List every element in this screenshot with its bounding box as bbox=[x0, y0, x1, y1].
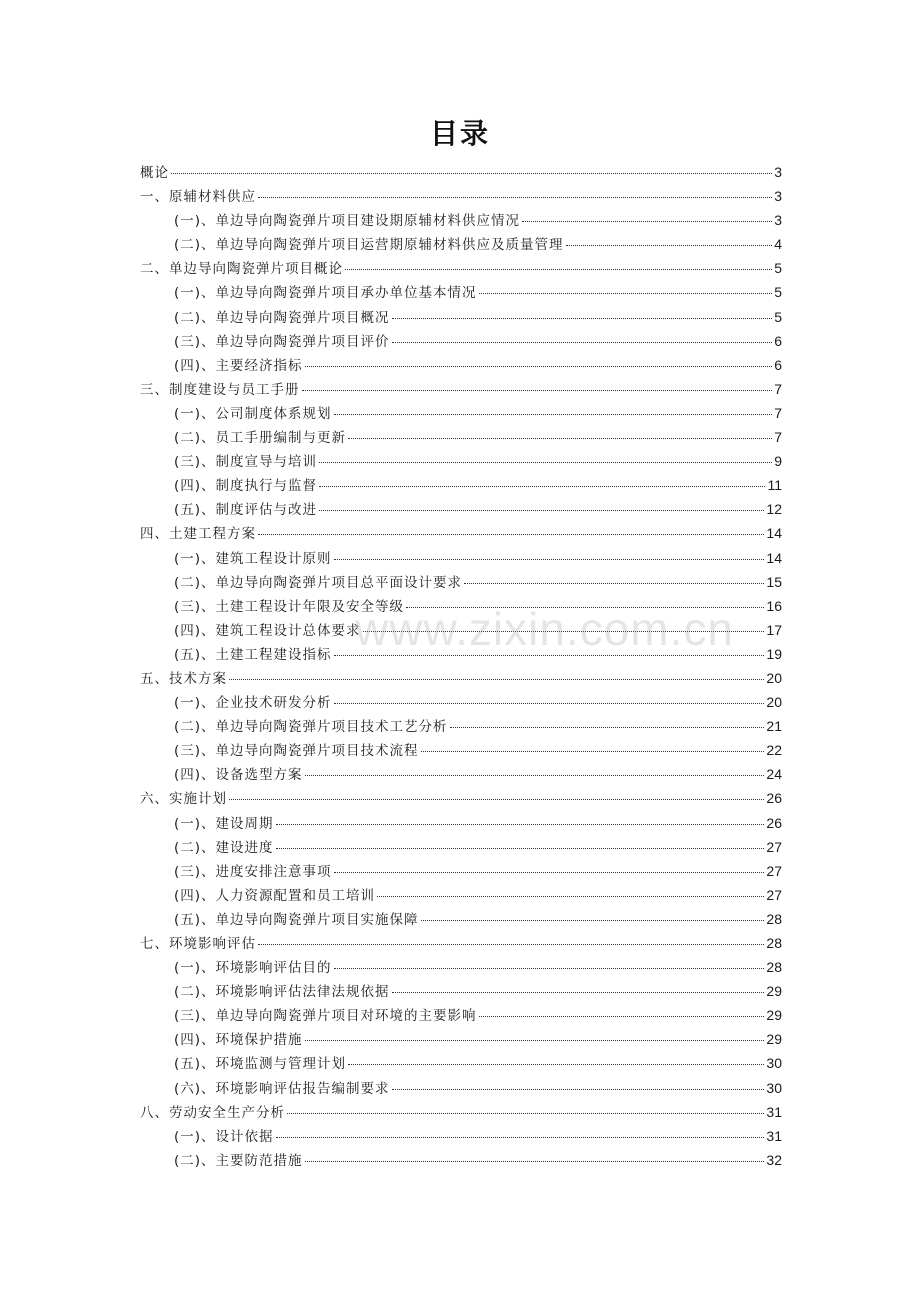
toc-chapter-entry[interactable] bbox=[140, 666, 782, 690]
toc-section-entry[interactable] bbox=[140, 883, 782, 907]
dot-leader bbox=[392, 991, 765, 993]
toc-entry-label: (四)、制度执行与监督 bbox=[174, 478, 318, 495]
toc-chapter-entry[interactable] bbox=[140, 160, 782, 184]
dot-leader bbox=[334, 558, 765, 560]
toc-list bbox=[140, 160, 782, 1172]
toc-section-entry[interactable] bbox=[140, 594, 782, 618]
dot-leader bbox=[319, 461, 772, 463]
toc-entry-label: 一、原辅材料供应 bbox=[140, 189, 256, 206]
toc-page-number: 29 bbox=[766, 983, 782, 1000]
toc-entry-label: (二)、单边导向陶瓷弹片项目总平面设计要求 bbox=[174, 574, 463, 591]
toc-entry-label: 四、土建工程方案 bbox=[140, 526, 256, 543]
toc-entry-label: (一)、单边导向陶瓷弹片项目建设期原辅材料供应情况 bbox=[174, 213, 521, 230]
toc-section-entry[interactable] bbox=[140, 738, 782, 762]
toc-section-entry[interactable] bbox=[140, 979, 782, 1003]
dot-leader bbox=[450, 726, 765, 728]
toc-entry-label: (一)、单边导向陶瓷弹片项目承办单位基本情况 bbox=[174, 285, 477, 302]
dot-leader bbox=[287, 1112, 764, 1114]
toc-page-number: 31 bbox=[766, 1127, 782, 1144]
toc-chapter-entry[interactable] bbox=[140, 184, 782, 208]
toc-entry-label: (二)、建设进度 bbox=[174, 839, 274, 856]
dot-leader bbox=[345, 268, 772, 270]
toc-page-number: 29 bbox=[766, 1031, 782, 1048]
toc-page-number: 5 bbox=[774, 260, 782, 277]
toc-entry-label: (四)、设备选型方案 bbox=[174, 767, 303, 784]
toc-chapter-entry[interactable] bbox=[140, 521, 782, 545]
dot-leader bbox=[566, 244, 773, 246]
toc-page-number: 16 bbox=[766, 597, 782, 614]
toc-section-entry[interactable] bbox=[140, 497, 782, 521]
toc-page-number: 20 bbox=[766, 669, 782, 686]
dot-leader bbox=[392, 1088, 765, 1090]
toc-page-number: 27 bbox=[766, 838, 782, 855]
dot-leader bbox=[348, 437, 772, 439]
dot-leader bbox=[334, 967, 765, 969]
toc-entry-label: (一)、设计依据 bbox=[174, 1128, 274, 1145]
toc-section-entry[interactable] bbox=[140, 208, 782, 232]
watermark: www.zixin.com.cn bbox=[355, 603, 734, 655]
toc-section-entry[interactable] bbox=[140, 1003, 782, 1027]
dot-leader bbox=[522, 220, 772, 222]
toc-section-entry[interactable] bbox=[140, 401, 782, 425]
toc-page-number: 7 bbox=[774, 429, 782, 446]
toc-section-entry[interactable] bbox=[140, 811, 782, 835]
toc-page-number: 26 bbox=[766, 814, 782, 831]
toc-entry-label: 七、环境影响评估 bbox=[140, 936, 256, 952]
toc-entry-label: (三)、制度宣导与培训 bbox=[174, 454, 318, 471]
toc-section-entry[interactable] bbox=[140, 353, 782, 377]
toc-entry-label: 二、单边导向陶瓷弹片项目概论 bbox=[140, 261, 343, 278]
toc-section-entry[interactable] bbox=[140, 1148, 782, 1172]
toc-section-entry[interactable] bbox=[140, 329, 782, 353]
dot-leader bbox=[305, 1039, 765, 1041]
dot-leader bbox=[479, 292, 773, 294]
toc-section-entry[interactable] bbox=[140, 762, 782, 786]
toc-section-entry[interactable] bbox=[140, 546, 782, 570]
toc-entry-label: (二)、单边导向陶瓷弹片项目概况 bbox=[174, 309, 390, 326]
dot-leader bbox=[348, 1063, 764, 1065]
toc-entry-label: (一)、公司制度体系规划 bbox=[174, 405, 332, 422]
toc-section-entry[interactable] bbox=[140, 907, 782, 931]
toc-entry-label: (三)、土建工程设计年限及安全等级 bbox=[174, 598, 405, 615]
toc-page-number: 24 bbox=[766, 766, 782, 783]
toc-entry-label: (四)、人力资源配置和员工培训 bbox=[174, 887, 376, 904]
dot-leader bbox=[479, 1015, 765, 1017]
dot-leader bbox=[229, 798, 764, 800]
toc-page-number: 29 bbox=[766, 1007, 782, 1024]
toc-entry-label: (四)、环境保护措施 bbox=[174, 1032, 303, 1049]
toc-section-entry[interactable] bbox=[140, 570, 782, 594]
toc-page-number: 6 bbox=[774, 356, 782, 373]
dot-leader bbox=[305, 774, 765, 776]
dot-leader bbox=[258, 196, 772, 198]
toc-entry-label: (四)、建筑工程设计总体要求 bbox=[174, 622, 361, 639]
toc-section-entry[interactable] bbox=[140, 473, 782, 497]
toc-section-entry[interactable] bbox=[140, 1124, 782, 1148]
toc-entry-label: 六、实施计划 bbox=[140, 791, 227, 808]
toc-entry-label: 五、技术方案 bbox=[140, 670, 227, 687]
toc-page-number: 30 bbox=[766, 1055, 782, 1072]
toc-title: 目录 bbox=[429, 117, 490, 150]
toc-entry-label: (一)、环境影响评估目的 bbox=[174, 960, 332, 977]
toc-page-number: 26 bbox=[766, 790, 782, 807]
dot-leader bbox=[305, 1160, 765, 1162]
toc-entry-label: (六)、环境影响评估报告编制要求 bbox=[174, 1080, 390, 1097]
toc-section-entry[interactable] bbox=[140, 232, 782, 256]
toc-entry-label: (一)、建筑工程设计原则 bbox=[174, 550, 332, 567]
toc-page-number: 17 bbox=[766, 621, 782, 638]
toc-entry-label: (二)、主要防范措施 bbox=[174, 1152, 303, 1169]
toc-section-entry[interactable] bbox=[140, 618, 782, 642]
dot-leader bbox=[464, 582, 764, 584]
toc-page-number: 3 bbox=[774, 164, 782, 180]
dot-leader bbox=[392, 317, 773, 319]
dot-leader bbox=[171, 172, 772, 174]
toc-page-number: 12 bbox=[766, 501, 782, 518]
toc-page-number: 9 bbox=[774, 453, 782, 470]
toc-chapter-entry[interactable] bbox=[140, 377, 782, 401]
toc-page-number: 27 bbox=[766, 862, 782, 879]
toc-entry-label: 八、劳动安全生产分析 bbox=[140, 1104, 285, 1121]
toc-page-number: 27 bbox=[766, 886, 782, 903]
toc-section-entry[interactable] bbox=[140, 955, 782, 979]
toc-section-entry[interactable] bbox=[140, 1051, 782, 1075]
toc-entry-label: (三)、单边导向陶瓷弹片项目对环境的主要影响 bbox=[174, 1008, 477, 1025]
dot-leader bbox=[258, 943, 764, 945]
toc-section-entry[interactable] bbox=[140, 1076, 782, 1100]
toc-page-number: 7 bbox=[774, 404, 782, 421]
dot-leader bbox=[276, 847, 765, 849]
toc-entry-label: (四)、主要经济指标 bbox=[174, 357, 303, 374]
dot-leader bbox=[334, 413, 773, 415]
toc-entry-label: (五)、环境监测与管理计划 bbox=[174, 1056, 347, 1073]
toc-page-number: 4 bbox=[774, 236, 782, 253]
toc-entry-label: (三)、单边导向陶瓷弹片项目评价 bbox=[174, 333, 390, 350]
toc-page-number: 15 bbox=[766, 573, 782, 590]
dot-leader bbox=[319, 509, 764, 511]
toc-section-entry[interactable] bbox=[140, 280, 782, 304]
dot-leader bbox=[334, 871, 765, 873]
toc-page-number: 31 bbox=[766, 1103, 782, 1120]
toc-section-entry[interactable] bbox=[140, 642, 782, 666]
dot-leader bbox=[258, 533, 764, 535]
toc-page-number: 22 bbox=[766, 742, 782, 759]
dot-leader bbox=[377, 895, 764, 897]
toc-entry-label: 概论 bbox=[140, 165, 169, 181]
toc-entry-label: (一)、建设周期 bbox=[174, 815, 274, 832]
dot-leader bbox=[421, 919, 765, 921]
toc-page-number: 6 bbox=[774, 332, 782, 349]
dot-leader bbox=[421, 750, 765, 752]
toc-section-entry[interactable] bbox=[140, 835, 782, 859]
toc-entry-label: (五)、土建工程建设指标 bbox=[174, 646, 332, 663]
toc-page-number: 11 bbox=[767, 477, 782, 494]
toc-chapter-entry[interactable] bbox=[140, 1100, 782, 1124]
toc-entry-label: (五)、制度评估与改进 bbox=[174, 502, 318, 519]
toc-chapter-entry[interactable] bbox=[140, 931, 782, 955]
toc-page-number: 32 bbox=[766, 1151, 782, 1168]
toc-entry-label: (三)、单边导向陶瓷弹片项目技术流程 bbox=[174, 743, 419, 760]
dot-leader bbox=[302, 389, 773, 391]
dot-leader bbox=[334, 702, 765, 704]
toc-page-number: 19 bbox=[766, 645, 782, 662]
toc-page-number: 20 bbox=[766, 694, 782, 711]
toc-page-number: 3 bbox=[774, 212, 782, 229]
toc-entry-label: (二)、环境影响评估法律法规依据 bbox=[174, 984, 390, 1001]
toc-entry-label: (五)、单边导向陶瓷弹片项目实施保障 bbox=[174, 911, 419, 928]
dot-leader bbox=[334, 654, 765, 656]
toc-page-number: 3 bbox=[774, 188, 782, 205]
toc-page-number: 28 bbox=[766, 910, 782, 927]
toc-chapter-entry[interactable] bbox=[140, 786, 782, 810]
toc-entry-label: (三)、进度安排注意事项 bbox=[174, 863, 332, 880]
toc-entry-label: (二)、单边导向陶瓷弹片项目技术工艺分析 bbox=[174, 719, 448, 736]
toc-page-number: 30 bbox=[766, 1079, 782, 1096]
dot-leader bbox=[406, 606, 764, 608]
toc-page-number: 28 bbox=[766, 959, 782, 976]
dot-leader bbox=[276, 1136, 765, 1138]
dot-leader bbox=[229, 678, 764, 680]
dot-leader bbox=[305, 365, 773, 367]
toc-entry-label: (二)、员工手册编制与更新 bbox=[174, 430, 347, 447]
dot-leader bbox=[319, 485, 765, 487]
toc-section-entry[interactable] bbox=[140, 690, 782, 714]
dot-leader bbox=[392, 341, 773, 343]
toc-section-entry[interactable] bbox=[140, 859, 782, 883]
toc-page-number: 14 bbox=[766, 549, 782, 566]
toc-page-number: 7 bbox=[774, 380, 782, 397]
toc-section-entry[interactable] bbox=[140, 425, 782, 449]
toc-entry-label: (一)、企业技术研发分析 bbox=[174, 695, 332, 712]
toc-section-entry[interactable] bbox=[140, 714, 782, 738]
dot-leader bbox=[363, 630, 765, 632]
toc-page-number: 21 bbox=[766, 718, 782, 735]
toc-section-entry[interactable] bbox=[140, 305, 782, 329]
toc-page-number: 28 bbox=[766, 935, 782, 951]
toc-chapter-entry[interactable] bbox=[140, 256, 782, 280]
toc-page-number: 5 bbox=[774, 308, 782, 325]
toc-entry-label: 三、制度建设与员工手册 bbox=[140, 381, 300, 398]
toc-page-number: 5 bbox=[774, 284, 782, 301]
toc-page-number: 14 bbox=[766, 525, 782, 542]
toc-section-entry[interactable] bbox=[140, 1027, 782, 1051]
toc-section-entry[interactable] bbox=[140, 449, 782, 473]
dot-leader bbox=[276, 823, 765, 825]
toc-entry-label: (二)、单边导向陶瓷弹片项目运营期原辅材料供应及质量管理 bbox=[174, 237, 564, 254]
